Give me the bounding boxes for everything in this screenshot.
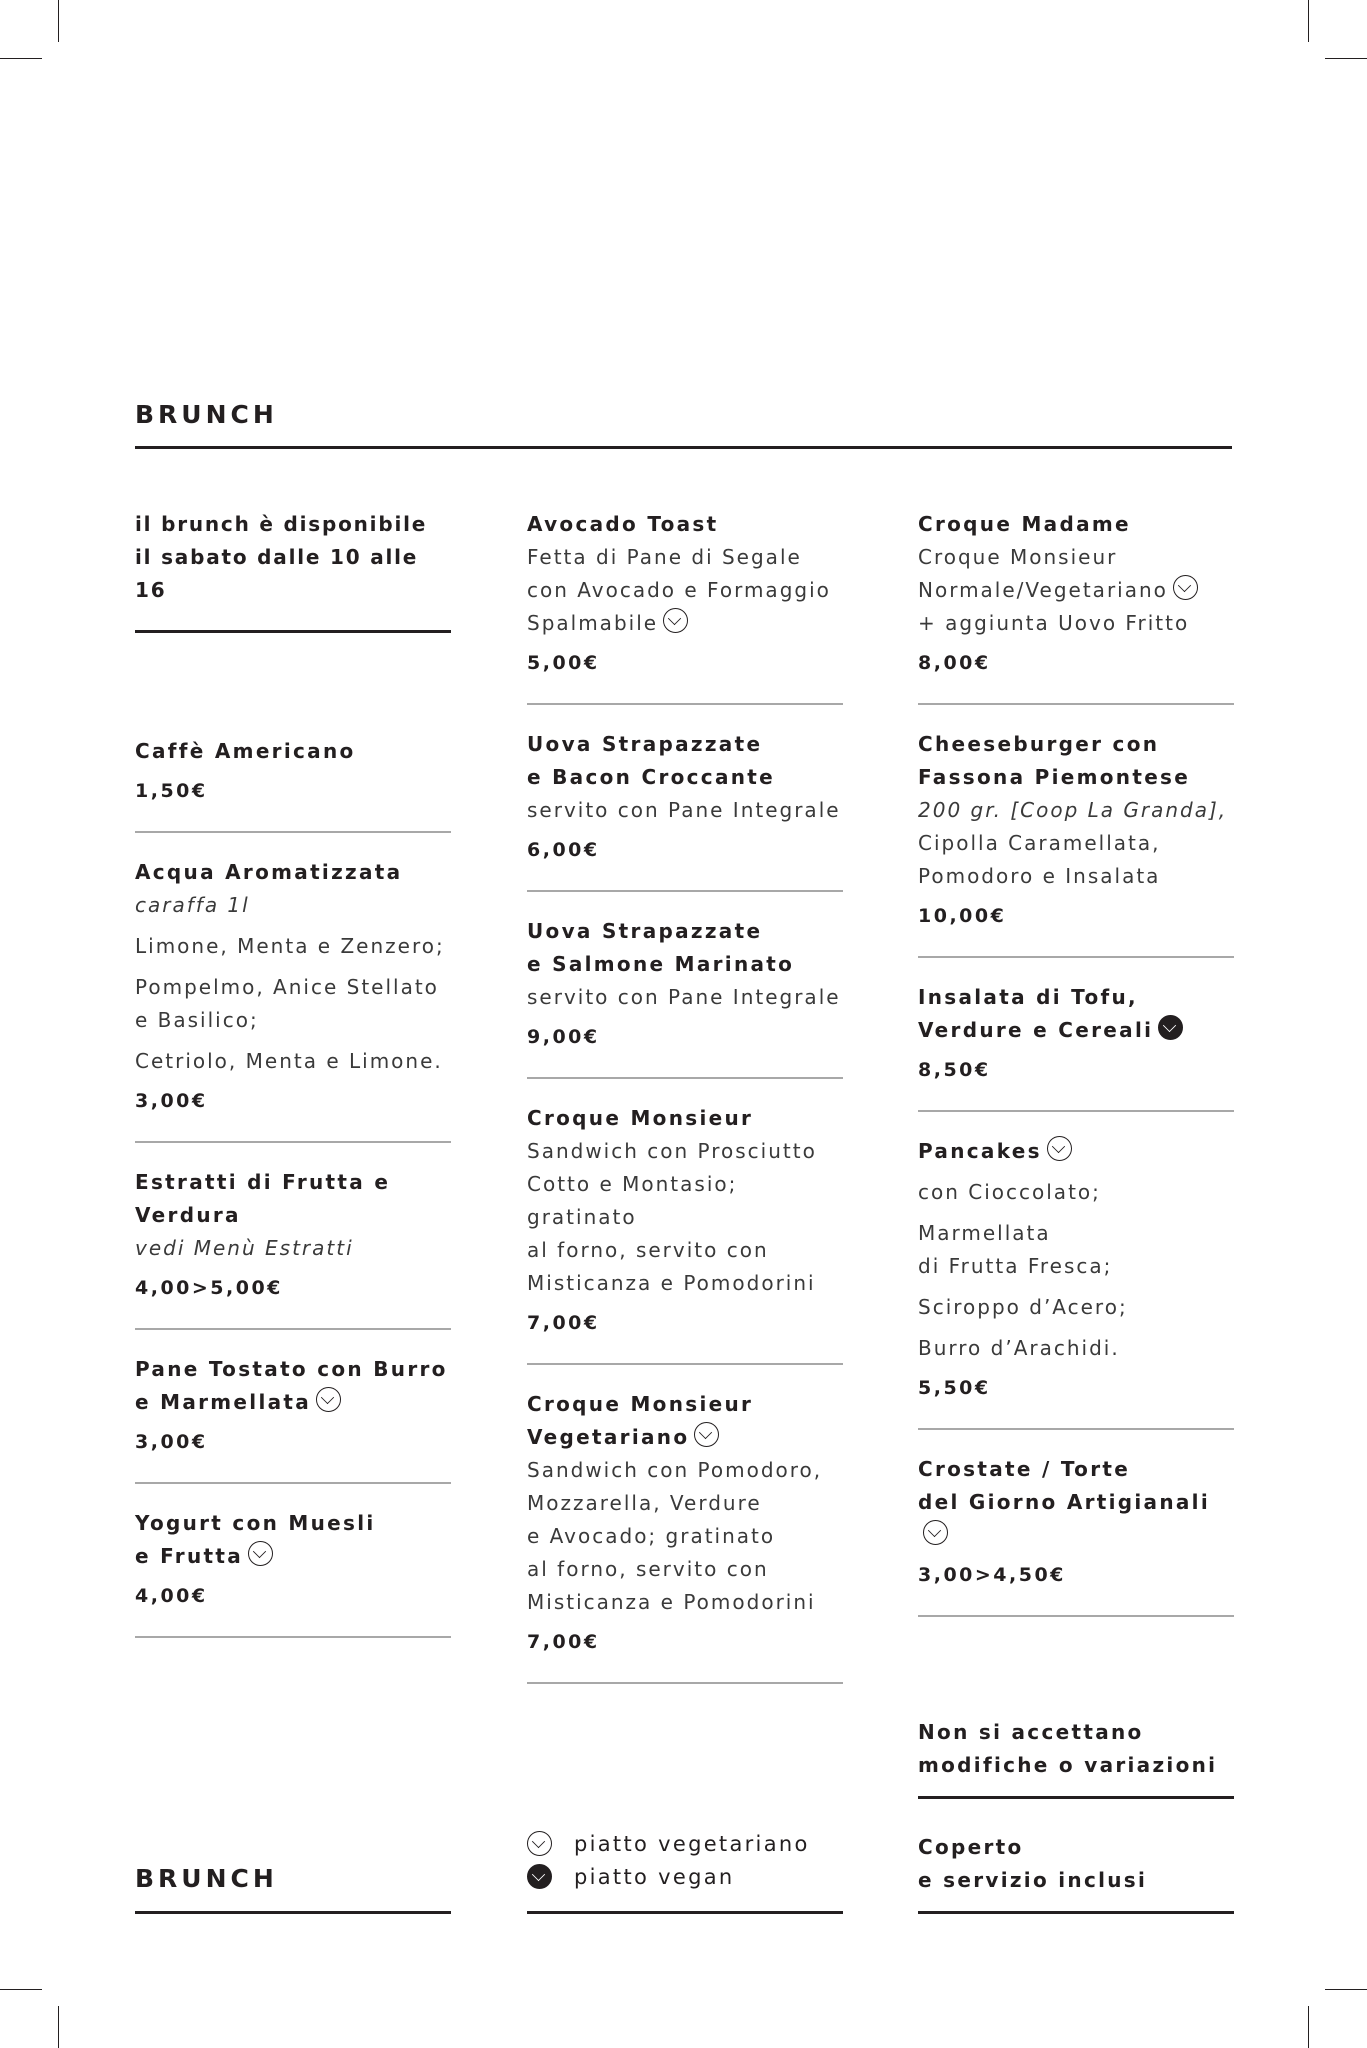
item-option: Limone, Menta e Zenzero;	[135, 934, 445, 958]
menu-item	[135, 1166, 451, 1330]
item-name	[135, 1540, 451, 1573]
item-name: Croque Madame	[918, 512, 1131, 536]
footer-rule	[135, 1911, 451, 1914]
crop-mark	[58, 2006, 59, 2048]
item-price: 3,00>4,50€	[918, 1564, 1066, 1586]
legend-vegan	[527, 1864, 734, 1889]
item-description: Misticanza e Pomodorini	[527, 1271, 816, 1295]
crop-mark	[1308, 0, 1309, 42]
item-name: Croque Monsieur	[527, 1106, 754, 1130]
item-name	[527, 1421, 843, 1454]
crop-mark	[1325, 1989, 1367, 1990]
item-subtitle: vedi Menù Estratti	[135, 1236, 354, 1260]
item-description: al forno, servito con	[527, 1557, 769, 1581]
item-description: servito con Pane Integrale	[527, 798, 841, 822]
item-name: Crostate / Torte	[918, 1457, 1131, 1481]
menu-item	[135, 856, 451, 1143]
item-description: 200 gr. [Coop La Granda],	[918, 798, 1228, 822]
item-option: e Basilico;	[135, 1008, 259, 1032]
item-description-text: Spalmabile	[527, 611, 659, 635]
item-description: Fetta di Pane di Segale	[527, 545, 802, 569]
crop-mark	[0, 1989, 42, 1990]
menu-item	[918, 981, 1234, 1112]
menu-column-2	[527, 508, 843, 1707]
item-name: Avocado Toast	[527, 512, 719, 536]
crop-mark	[1325, 58, 1367, 59]
intro-line: il sabato dalle 10 alle 16	[135, 545, 419, 602]
item-price: 5,50€	[918, 1377, 991, 1399]
crop-mark	[0, 58, 42, 59]
intro-block	[135, 508, 451, 633]
item-description: Mozzarella, Verdure	[527, 1491, 762, 1515]
menu-item	[527, 915, 843, 1079]
item-name: Croque Monsieur	[527, 1392, 754, 1416]
footer-rule	[527, 1911, 843, 1914]
item-name: Fassona Piemontese	[918, 765, 1191, 789]
item-description: Sandwich con Prosciutto	[527, 1139, 817, 1163]
vegetarian-icon	[694, 1422, 719, 1447]
vegan-icon	[527, 1864, 552, 1889]
item-option: di Frutta Fresca;	[918, 1254, 1113, 1278]
menu-item	[527, 1388, 843, 1684]
item-price: 9,00€	[527, 1026, 600, 1048]
intro-line: il brunch è disponibile	[135, 512, 428, 536]
item-name: Pane Tostato con Burro	[135, 1357, 448, 1381]
footer-note-line: Coperto	[918, 1835, 1024, 1859]
vegetarian-icon	[527, 1831, 552, 1856]
item-option: Marmellata	[918, 1221, 1051, 1245]
item-name: Yogurt con Muesli	[135, 1511, 376, 1535]
item-option: Burro d’Arachidi.	[918, 1336, 1120, 1360]
crop-mark	[1308, 2006, 1309, 2048]
item-name-text: Pancakes	[918, 1139, 1042, 1163]
item-name: e Bacon Croccante	[527, 765, 776, 789]
menu-column-3	[918, 508, 1234, 1640]
item-name	[918, 1486, 1234, 1552]
item-description-text: Normale/Vegetariano	[918, 578, 1168, 602]
footer-rule	[918, 1911, 1234, 1914]
item-name-text: e Frutta	[135, 1544, 244, 1568]
menu-item	[527, 728, 843, 892]
item-description: Pomodoro e Insalata	[918, 864, 1161, 888]
item-price: 1,50€	[135, 780, 208, 802]
item-price: 7,00€	[527, 1312, 600, 1334]
item-description: Sandwich con Pomodoro,	[527, 1458, 823, 1482]
item-description: Misticanza e Pomodorini	[527, 1590, 816, 1614]
item-description: Croque Monsieur	[918, 545, 1118, 569]
legend-vegetarian	[527, 1831, 810, 1856]
item-name: Cheeseburger con	[918, 732, 1160, 756]
menu-item	[918, 1453, 1234, 1617]
item-price: 3,00€	[135, 1090, 208, 1112]
menu-item	[527, 508, 843, 705]
footer-title: BRUNCH	[135, 1864, 278, 1893]
item-price: 6,00€	[527, 839, 600, 861]
menu-item	[918, 728, 1234, 958]
item-name-text: Verdure e Cereali	[918, 1018, 1154, 1042]
item-name	[135, 1386, 451, 1419]
item-name	[918, 1135, 1234, 1168]
vegetarian-icon	[248, 1541, 273, 1566]
footer-note-service	[918, 1831, 1234, 1897]
page-title: BRUNCH	[135, 400, 278, 429]
item-price: 10,00€	[918, 905, 1007, 927]
menu-item	[527, 1102, 843, 1365]
item-price: 4,00€	[135, 1585, 208, 1607]
item-name-text: e Marmellata	[135, 1390, 312, 1414]
vegetarian-icon	[1173, 575, 1198, 600]
item-description	[918, 574, 1234, 607]
menu-column-1	[135, 508, 451, 1661]
vegetarian-icon	[923, 1520, 948, 1545]
footer-note-line: modifiche o variazioni	[918, 1753, 1218, 1777]
item-price: 3,00€	[135, 1431, 208, 1453]
item-name: Uova Strapazzate	[527, 919, 763, 943]
vegetarian-icon	[316, 1387, 341, 1412]
vegetarian-icon	[1047, 1136, 1072, 1161]
footer-note-rule	[918, 1796, 1234, 1799]
item-description: + aggiunta Uovo Fritto	[918, 611, 1190, 635]
item-name: e Salmone Marinato	[527, 952, 795, 976]
item-name-text: Vegetariano	[527, 1425, 690, 1449]
item-subtitle: caraffa 1l	[135, 893, 250, 917]
item-description: e Avocado; gratinato	[527, 1524, 776, 1548]
footer-note-modifications	[918, 1716, 1234, 1782]
item-description: con Avocado e Formaggio	[527, 578, 831, 602]
item-price: 5,00€	[527, 652, 600, 674]
menu-item	[918, 508, 1234, 705]
item-price: 7,00€	[527, 1631, 600, 1653]
footer-note-line: e servizio inclusi	[918, 1868, 1148, 1892]
legend-label: piatto vegan	[574, 1864, 735, 1889]
item-description	[527, 607, 843, 640]
item-name: Estratti di Frutta e Verdura	[135, 1170, 391, 1227]
item-name: Insalata di Tofu,	[918, 985, 1138, 1009]
item-price: 8,50€	[918, 1059, 991, 1081]
item-description: al forno, servito con	[527, 1238, 769, 1262]
menu-item	[135, 1353, 451, 1484]
item-description: servito con Pane Integrale	[527, 985, 841, 1009]
item-name: Acqua Aromatizzata	[135, 860, 403, 884]
item-price: 4,00>5,00€	[135, 1277, 283, 1299]
item-description: Cipolla Caramellata,	[918, 831, 1161, 855]
item-description: Cotto e Montasio; gratinato	[527, 1172, 738, 1229]
item-option: Sciroppo d’Acero;	[918, 1295, 1128, 1319]
item-name-text: del Giorno Artigianali	[918, 1490, 1210, 1514]
menu-item	[918, 1135, 1234, 1430]
menu-item	[135, 735, 451, 833]
item-option: con Cioccolato;	[918, 1180, 1101, 1204]
legend-label: piatto vegetariano	[574, 1831, 810, 1856]
footer-note-line: Non si accettano	[918, 1720, 1144, 1744]
item-price: 8,00€	[918, 652, 991, 674]
crop-mark	[58, 0, 59, 42]
item-option: Cetriolo, Menta e Limone.	[135, 1049, 443, 1073]
item-name: Uova Strapazzate	[527, 732, 763, 756]
header-rule	[135, 446, 1232, 449]
item-name	[918, 1014, 1234, 1047]
menu-item	[135, 1507, 451, 1638]
vegetarian-icon	[663, 608, 688, 633]
vegan-icon	[1158, 1015, 1183, 1040]
item-name: Caffè Americano	[135, 739, 356, 763]
item-option: Pompelmo, Anice Stellato	[135, 975, 439, 999]
